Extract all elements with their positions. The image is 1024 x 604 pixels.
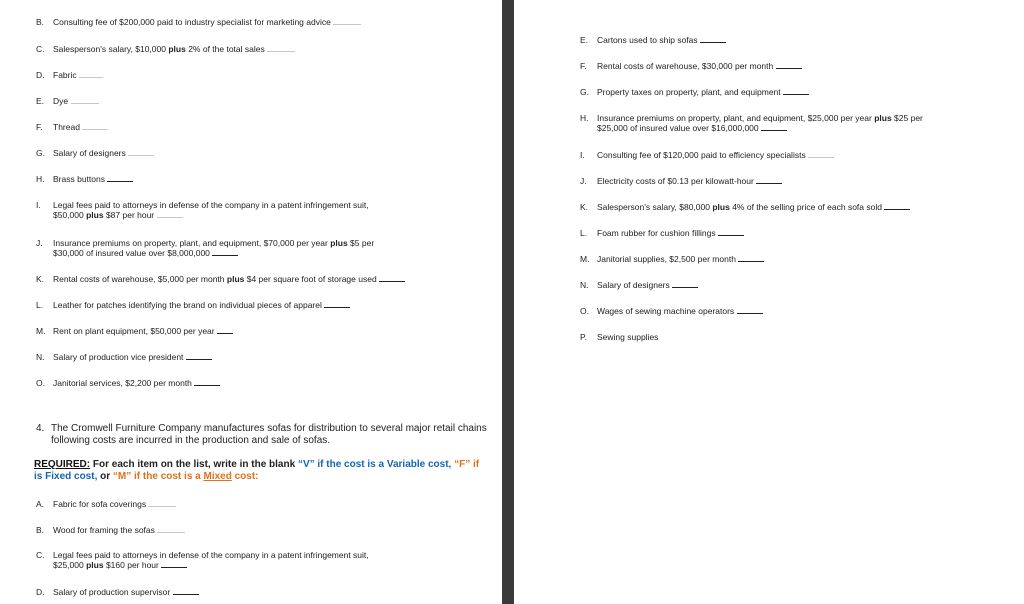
list-item-i: [36, 200, 369, 220]
answer-blank[interactable]: [738, 254, 764, 262]
list-item-m: [36, 326, 233, 336]
item-text: 4% of the selling price of each sofa sold: [729, 202, 882, 212]
item-letter: C.: [36, 44, 45, 54]
list-item-p: [580, 332, 658, 342]
item-text: Salesperson's salary, $80,000: [597, 202, 713, 212]
item-letter: A.: [36, 499, 45, 509]
item-text: Dye: [53, 96, 69, 106]
item-letter: P.: [580, 332, 587, 342]
list-item-n: [36, 352, 212, 362]
list-item-l: [580, 228, 744, 238]
item-text: 2% of the total sales: [185, 44, 265, 54]
item-text: Electricity costs of $0.13 per kilowatt-hour: [597, 176, 754, 186]
problem-number: 4.: [36, 423, 45, 434]
item-text: $25,000 of insured value over $16,000,000: [597, 123, 759, 133]
variable-cost-text: “V” if the cost is a Variable cost,: [297, 459, 452, 470]
item-letter: G.: [580, 87, 589, 97]
item-text: $4 per square foot of storage used: [244, 274, 377, 284]
bold-word: plus: [330, 238, 348, 248]
item-text: Leather for patches identifying the brand on individual pieces of apparel: [53, 300, 322, 310]
answer-blank[interactable]: [173, 587, 199, 595]
list-item-e: [580, 35, 726, 45]
item-letter: O.: [580, 306, 589, 316]
item-letter: H.: [36, 174, 45, 184]
item-text: $87 per hour: [103, 210, 155, 220]
mixed-cost-text: cost:: [231, 471, 259, 482]
fixed-cost-text: “F” if: [451, 459, 480, 470]
answer-blank[interactable]: [212, 248, 238, 256]
required-text: or: [97, 471, 113, 482]
answer-blank[interactable]: [333, 17, 361, 25]
answer-blank[interactable]: [267, 44, 295, 52]
item-text: Janitorial services, $2,200 per month: [53, 378, 192, 388]
left-page: [0, 0, 502, 604]
answer-blank[interactable]: [107, 174, 133, 182]
list-item-o: [580, 306, 763, 316]
item-text: Brass buttons: [53, 174, 105, 184]
list-item-b: [36, 17, 361, 27]
problem4-item-a: [36, 499, 176, 509]
item-text: $25,000: [53, 560, 87, 570]
required-label: REQUIRED:: [34, 459, 91, 470]
item-letter: M.: [36, 326, 46, 336]
item-text: Salary of designers: [597, 280, 670, 290]
problem-4-statement: [36, 423, 487, 447]
list-item-m: [580, 254, 764, 264]
answer-blank[interactable]: [186, 352, 212, 360]
item-letter: K.: [36, 274, 45, 284]
answer-blank[interactable]: [379, 274, 405, 282]
answer-blank[interactable]: [79, 70, 103, 78]
item-letter: J.: [36, 238, 43, 248]
item-letter: G.: [36, 148, 45, 158]
item-letter: N.: [36, 352, 45, 362]
answer-blank[interactable]: [761, 123, 787, 131]
answer-blank[interactable]: [82, 122, 108, 130]
answer-blank[interactable]: [217, 326, 233, 334]
list-item-f: [36, 122, 108, 132]
item-text: Salary of production supervisor: [53, 587, 171, 597]
item-letter: N.: [580, 280, 589, 290]
problem-text: The Cromwell Furniture Company manufactures sofas for distribution to several major retail chains: [51, 423, 487, 434]
list-item-f: [580, 61, 802, 71]
answer-blank[interactable]: [737, 306, 763, 314]
item-letter: E.: [580, 35, 589, 45]
item-text: Rent on plant equipment, $50,000 per year: [53, 326, 215, 336]
item-letter: F.: [36, 122, 43, 132]
item-text: $30,000 of insured value over $8,000,000: [53, 248, 210, 258]
list-item-g: [36, 148, 154, 158]
answer-blank[interactable]: [148, 499, 176, 507]
item-text: Rental costs of warehouse, $5,000 per month: [53, 274, 227, 284]
item-text: Foam rubber for cushion fillings: [597, 228, 716, 238]
item-text: Salary of designers: [53, 148, 126, 158]
item-letter: I.: [580, 150, 585, 160]
answer-blank[interactable]: [808, 150, 834, 158]
list-item-d: [36, 70, 103, 80]
fixed-cost-text: is Fixed cost,: [34, 471, 98, 482]
item-text: Fabric: [53, 70, 77, 80]
required-instructions: [34, 459, 479, 483]
item-letter: H.: [580, 113, 589, 123]
item-letter: J.: [580, 176, 587, 186]
item-text: $25 per: [891, 113, 923, 123]
item-text: Wages of sewing machine operators: [597, 306, 735, 316]
item-text: Consulting fee of $200,000 paid to industry specialist for marketing advice: [53, 17, 331, 27]
answer-blank[interactable]: [700, 35, 726, 43]
problem4-item-d: [36, 587, 199, 597]
item-letter: L.: [36, 300, 44, 310]
item-text: Janitorial supplies, $2,500 per month: [597, 254, 736, 264]
answer-blank[interactable]: [194, 378, 220, 386]
list-item-n: [580, 280, 698, 290]
item-text: Salary of production vice president: [53, 352, 184, 362]
item-text: Thread: [53, 122, 80, 132]
item-text: Legal fees paid to attorneys in defense of the company in a patent infringement suit,: [53, 550, 369, 560]
item-letter: I.: [36, 200, 41, 210]
list-item-j: [580, 176, 782, 186]
item-text: Sewing supplies: [597, 332, 659, 342]
list-item-o: [36, 378, 220, 388]
answer-blank[interactable]: [324, 300, 350, 308]
answer-blank[interactable]: [157, 210, 183, 218]
bold-word: plus: [874, 113, 892, 123]
item-letter: K.: [580, 202, 589, 212]
item-text: $5 per: [347, 238, 375, 248]
list-item-g: [580, 87, 809, 97]
item-letter: B.: [36, 17, 45, 27]
answer-blank[interactable]: [776, 61, 802, 69]
bold-word: plus: [168, 44, 186, 54]
item-text: Insurance premiums on property, plant, and equipment, $25,000 per year: [597, 113, 875, 123]
item-letter: F.: [580, 61, 587, 71]
item-text: Property taxes on property, plant, and equipment: [597, 87, 781, 97]
list-item-h: [580, 113, 923, 133]
answer-blank[interactable]: [157, 525, 185, 533]
answer-blank[interactable]: [71, 96, 99, 104]
list-item-h: [36, 174, 133, 184]
required-text: For each item on the list, write in the blank: [90, 459, 298, 470]
mixed-word: Mixed: [203, 471, 232, 482]
item-text: $160 per hour: [103, 560, 159, 570]
item-letter: B.: [36, 525, 45, 535]
answer-blank[interactable]: [672, 280, 698, 288]
item-letter: C.: [36, 550, 45, 560]
item-letter: E.: [36, 96, 45, 106]
item-letter: D.: [36, 70, 45, 80]
answer-blank[interactable]: [884, 202, 910, 210]
problem4-item-b: [36, 525, 185, 535]
answer-blank[interactable]: [783, 87, 809, 95]
answer-blank[interactable]: [128, 148, 154, 156]
item-letter: O.: [36, 378, 45, 388]
list-item-e: [36, 96, 99, 106]
bold-word: plus: [86, 560, 104, 570]
list-item-k: [36, 274, 405, 284]
problem-text: following costs are incurred in the production and sale of sofas.: [51, 435, 331, 446]
item-letter: M.: [580, 254, 590, 264]
item-text: Salesperson's salary, $10,000: [53, 44, 169, 54]
item-text: Insurance premiums on property, plant, and equipment, $70,000 per year: [53, 238, 331, 248]
problem4-item-c: [36, 550, 369, 570]
item-text: $50,000: [53, 210, 87, 220]
item-text: Rental costs of warehouse, $30,000 per month: [597, 61, 774, 71]
item-letter: D.: [36, 587, 45, 597]
answer-blank[interactable]: [161, 560, 187, 568]
list-item-c: [36, 44, 295, 54]
list-item-i: [580, 150, 834, 160]
bold-word: plus: [712, 202, 730, 212]
bold-word: plus: [86, 210, 104, 220]
item-text: Cartons used to ship sofas: [597, 35, 698, 45]
answer-blank[interactable]: [756, 176, 782, 184]
bold-word: plus: [226, 274, 245, 284]
list-item-l: [36, 300, 350, 310]
right-page: [514, 0, 1024, 604]
item-text: Wood for framing the sofas: [53, 525, 155, 535]
item-text: Legal fees paid to attorneys in defense of the company in a patent infringement suit,: [53, 200, 369, 210]
list-item-j: [36, 238, 374, 258]
item-text: Fabric for sofa coverings: [53, 499, 147, 509]
mixed-cost-text: “M” if the cost is a: [112, 471, 204, 482]
item-letter: L.: [580, 228, 588, 238]
list-item-k: [580, 202, 910, 212]
answer-blank[interactable]: [718, 228, 744, 236]
item-text: Consulting fee of $120,000 paid to efficiency specialists: [597, 150, 806, 160]
page-divider: [502, 0, 514, 604]
